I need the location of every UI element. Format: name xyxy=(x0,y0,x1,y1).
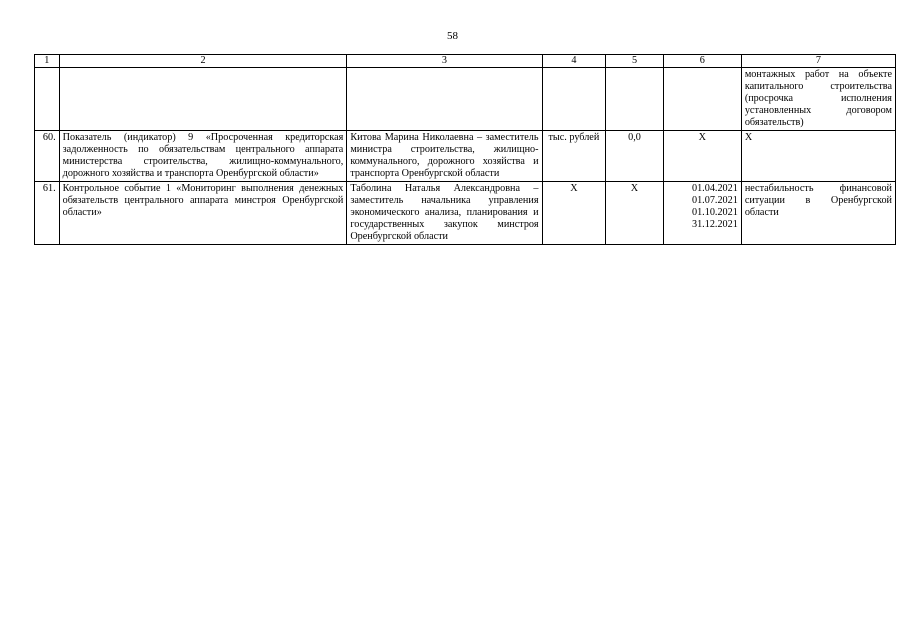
table-row xyxy=(35,182,896,245)
table-row xyxy=(35,68,896,131)
row-risk: монтажных работ на объекте капитального строительства (просрочка исполнения установленных договором обязательств) xyxy=(741,68,895,131)
row-unit: X xyxy=(542,182,606,245)
row-description: Показатель (индикатор) 9 «Просроченная кредиторская задолженность по обязательствам центрального аппарата министерства строительства, жилищно-коммунального, дорожного хозяйства и транспорта Оренбургской области» xyxy=(59,131,347,182)
header-cell: 5 xyxy=(606,55,664,68)
header-cell: 3 xyxy=(347,55,542,68)
row-responsible: Китова Марина Николаевна – заместитель министра строительства, жилищно-коммунального, дорожного хозяйства и транспорта Оренбургской области xyxy=(347,131,542,182)
header-cell: 2 xyxy=(59,55,347,68)
row-description: Контрольное событие 1 «Мониторинг выполнения денежных обязательств центрального аппарата минстроя Оренбургской области» xyxy=(59,182,347,245)
row-risk: X xyxy=(741,131,895,182)
header-cell: 7 xyxy=(741,55,895,68)
row-value: 0,0 xyxy=(606,131,664,182)
header-cell: 4 xyxy=(542,55,606,68)
row-unit xyxy=(542,68,606,131)
row-responsible: Таболина Наталья Александровна – заместитель начальника управления экономического анализа, планирования и государственных закупок минстроя Оренбургской области xyxy=(347,182,542,245)
row-dates: 01.04.2021 01.07.2021 01.10.2021 31.12.2021 xyxy=(663,182,741,245)
row-description xyxy=(59,68,347,131)
table-row xyxy=(35,131,896,182)
row-dates xyxy=(663,68,741,131)
header-cell: 1 xyxy=(35,55,60,68)
row-responsible xyxy=(347,68,542,131)
header-cell: 6 xyxy=(663,55,741,68)
row-number: 60. xyxy=(35,131,60,182)
page-number: 58 xyxy=(447,30,458,42)
data-table xyxy=(34,54,896,245)
row-number: 61. xyxy=(35,182,60,245)
row-unit: тыс. рублей xyxy=(542,131,606,182)
header-row xyxy=(35,55,896,68)
row-dates: X xyxy=(663,131,741,182)
row-number xyxy=(35,68,60,131)
row-value: X xyxy=(606,182,664,245)
row-risk: нестабильность финансовой ситуации в Оренбургской области xyxy=(741,182,895,245)
row-value xyxy=(606,68,664,131)
